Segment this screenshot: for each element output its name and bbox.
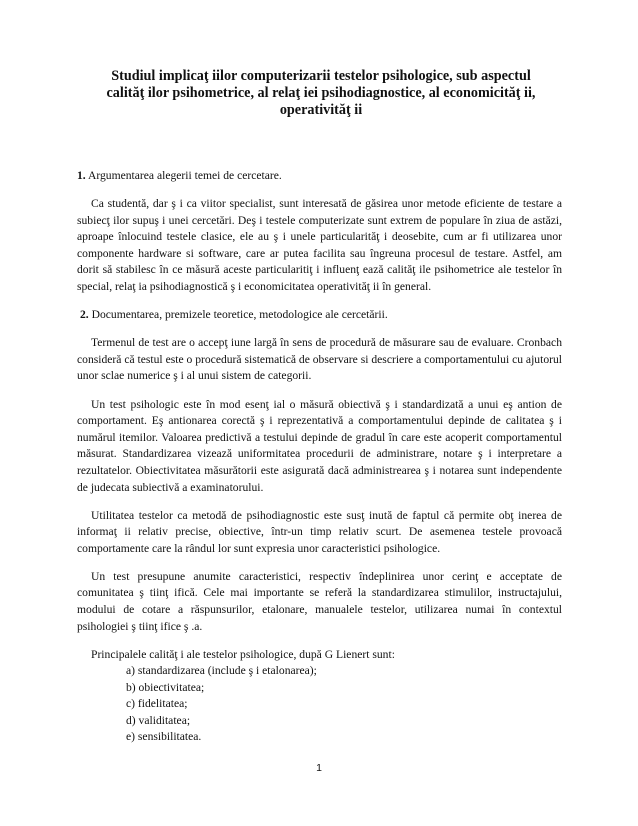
section-heading-text: Documentarea, premizele teoretice, metodologice ale cercetării. <box>88 308 388 322</box>
qualities-list <box>77 663 562 745</box>
list-intro: Principalele calităţ i ale testelor psihologice, după G Lienert sunt: <box>91 647 395 661</box>
paragraph: Un test psihologic este în mod esenţ ial o măsură obiectivă ş i standardizată a unui eş antion de comportament. Eş antionarea corectă ş i reprezentativă a comportamentului depinde de calitatea ş i numărul itemilor. Valoarea predictivă a testului depinde de gradul în care este acoperit comportamentul măsurat. Standardizarea vizează uniformitatea procedurii de administrare, notare ş i interpretare a rezultatelor. Obiectivitatea măsurătorii este asigurată dacă administrearea ş i notarea sunt independente de judecata subiectivă a examinatorului. <box>77 397 562 494</box>
paragraph: Termenul de test are o accepţ iune largă în sens de procedură de măsurare sau de evaluare. Cronbach consideră că testul este o procedură sistematică de observare si descriere a comportamentului cu ajutorul unor sclae numerice ş i al unui sistem de categorii. <box>77 336 562 383</box>
title-line: calităţ ilor psihometrice, al relaţ iei psihodiagnostice, al economicităţ ii, <box>106 85 536 101</box>
list-item: c) fidelitatea; <box>126 697 188 711</box>
section-heading-2 <box>77 307 562 324</box>
section-heading-text: Argumentarea alegerii temei de cercetare. <box>85 169 282 182</box>
list-item: d) validitatea; <box>126 713 191 727</box>
document-title <box>80 68 562 119</box>
title-line: Studiul implicaţ iilor computerizarii testelor psihologice, sub aspectul <box>111 68 531 84</box>
page-number: 1 <box>316 762 322 774</box>
paragraph: Un test presupune anumite caracteristici, respectiv îndeplinirea unor cerinţ e acceptate de comunitatea ş tiinţ ifică. Cele mai importante se referă la standardizarea stimulilor, instructajului, modului de cotare a răspunsurilor, etalonare, manualele testelor, utilizarea numai în contextul psihologiei ş tiinţ ifice ş .a. <box>77 569 562 633</box>
section-number: 1. <box>77 169 86 182</box>
list-item: e) sensibilitatea. <box>126 729 202 743</box>
list-item: b) obiectivitatea; <box>126 680 205 694</box>
document-body <box>77 168 562 745</box>
list-item: a) standardizarea (include ş i etalonarea); <box>126 664 317 678</box>
paragraph: Ca studentă, dar ş i ca viitor specialist, sunt interesată de găsirea unor metode eficiente de testare a subiecţ ilor supuş i unei cercetări. Deş i testele computerizate sunt extrem de populare în ziua de astăzi, aproape înlocuind testele clasice, ele au ş i unele particularităţ i deosebite, cum ar fi utilizarea unor componente hardware si software, care ar putea facilita sau îngreuna procesul de testare. Astfel, am dorit să stabilesc în ce măsură aceste particularitiţ i influenţ ează calităţ ile psihometrice ale testelor în special, relaţ ia psihodiagnostică ş i economicitatea operativităţ ii în general. <box>77 197 562 294</box>
section-heading-1 <box>77 168 562 185</box>
title-line: operativităţ ii <box>279 102 363 118</box>
section-number: 2. <box>80 308 89 322</box>
paragraph: Utilitatea testelor ca metodă de psihodiagnostic este susţ inută de faptul că permite obţ inerea de informaţ ii relativ precise, obiective, într-un timp relativ scurt. De asemenea testele provoacă comportamente care la rândul lor sunt expresia unor caracteristici psihologice. <box>77 508 562 555</box>
